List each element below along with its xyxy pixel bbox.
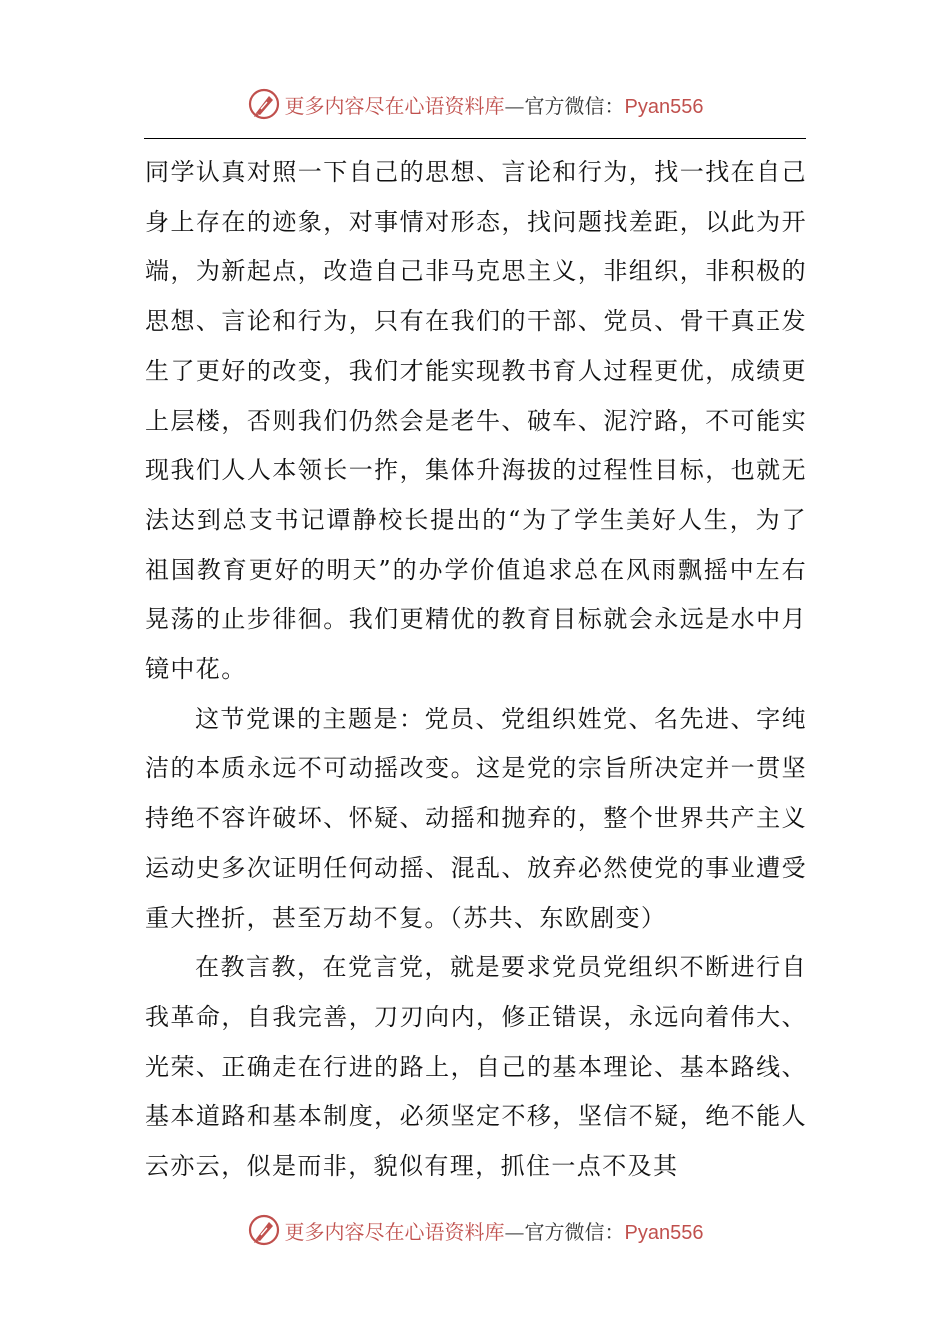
paragraph-2: 这节党课的主题是：党员、党组织姓党、名先进、字纯洁的本质永远不可动摇改变。这是党的宗旨所决定并一贯坚持绝不容许破坏、怀疑、动摇和抛弃的，整个世界共产主义运动史多次证明任何动摇、混乱、放弃必然使党的事业遭受重大挫折，甚至万劫不复。（苏共、东欧剧变） xyxy=(145,704,807,932)
banner-text xyxy=(285,90,704,119)
banner-wechat-id: Pyan556 xyxy=(624,95,704,118)
footer-suffix: 官方微信： xyxy=(524,1219,625,1244)
footer-dash: — xyxy=(504,1219,525,1244)
footer-banner xyxy=(0,1208,950,1252)
document-body xyxy=(145,148,807,1192)
banner-main-text: 更多内容尽在心语资料库 xyxy=(284,93,505,118)
footer-main-text: 更多内容尽在心语资料库 xyxy=(284,1219,505,1244)
header-banner xyxy=(0,82,950,126)
pen-nib-logo-icon xyxy=(247,87,281,121)
paragraph-1: 同学认真对照一下自己的思想、言论和行为，找一找在自己身上存在的迹象，对事情对形态，找问题找差距，以此为开端，为新起点，改造自己非马克思主义，非组织，非积极的思想、言论和行为，只有在我们的干部、党员、骨干真正发生了更好的改变，我们才能实现教书育人过程更优，成绩更上层楼，否则我们仍然会是老牛、破车、泥泞路，不可能实现我们人人本领长一拃，集体升海拔的过程性目标，也就无法达到总支书记谭静校长提出的“为了学生美好人生，为了祖国教育更好的明天”的办学价值追求总在风雨飘摇中左右晃荡的止步徘徊。我们更精优的教育目标就会永远是水中月镜中花。 xyxy=(145,158,807,684)
pen-nib-logo-icon xyxy=(247,1213,281,1247)
banner-suffix: 官方微信： xyxy=(524,93,625,118)
banner-dash: — xyxy=(504,93,525,118)
footer-wechat-id: Pyan556 xyxy=(624,1221,704,1244)
header-divider xyxy=(144,138,806,139)
footer-banner-text xyxy=(285,1216,704,1245)
paragraph-3: 在教言教，在党言党，就是要求党员党组织不断进行自我革命，自我完善，刀刃向内，修正错误，永远向着伟大、光荣、正确走在行进的路上，自己的基本理论、基本路线、基本道路和基本制度，必须坚定不移，坚信不疑，绝不能人云亦云，似是而非，貌似有理，抓住一点不及其 xyxy=(145,953,807,1181)
